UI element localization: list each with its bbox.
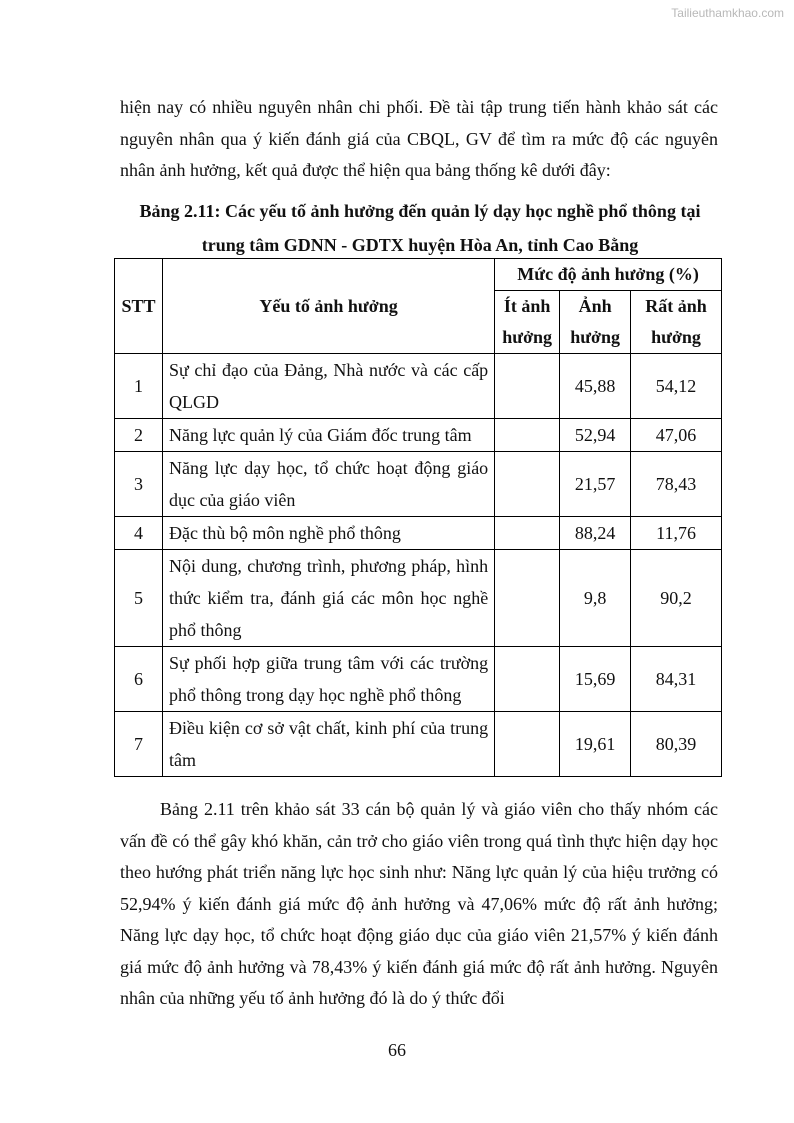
row-affect: 15,69 <box>560 647 631 712</box>
row-factor: Nội dung, chương trình, phương pháp, hình thức kiểm tra, đánh giá các môn học nghề phổ thông <box>162 550 494 647</box>
row-stt: 4 <box>115 517 163 550</box>
row-stt: 2 <box>115 419 163 452</box>
table-row <box>115 452 722 517</box>
row-factor: Điều kiện cơ sở vật chất, kinh phí của trung tâm <box>162 712 494 777</box>
row-affect: 88,24 <box>560 517 631 550</box>
row-stt: 3 <box>115 452 163 517</box>
row-factor: Đặc thù bộ môn nghề phổ thông <box>162 517 494 550</box>
row-very: 90,2 <box>631 550 722 647</box>
header-little: Ít ảnh hưởng <box>495 291 560 354</box>
header-very: Rất ảnh hưởng <box>631 291 722 354</box>
row-stt: 7 <box>115 712 163 777</box>
table-row <box>115 712 722 777</box>
analysis-paragraph: Bảng 2.11 trên khảo sát 33 cán bộ quản lý và giáo viên cho thấy nhóm các vấn đề có thể gây khó khăn, cản trở cho giáo viên trong quá tình thực hiện dạy học theo hướng phát triển năng lực học sinh như: Năng lực quản lý của hiệu trưởng có 52,94% ý kiến đánh giá mức độ ảnh hưởng và 47,06% mức độ rất ảnh hưởng; Năng lực dạy học, tổ chức hoạt động giáo dục của giáo viên 21,57% ý kiến đánh giá mức độ ảnh hưởng và 78,43% ý kiến đánh giá mức độ rất ảnh hưởng. Nguyên nhân của những yếu tố ảnh hưởng đó là do ý thức đổi <box>120 799 718 1008</box>
header-factor: Yếu tố ảnh hưởng <box>162 259 494 354</box>
row-very: 54,12 <box>631 354 722 419</box>
header-affect: Ảnh hưởng <box>560 291 631 354</box>
table-caption <box>100 194 740 262</box>
row-little <box>495 517 560 550</box>
table-row <box>115 647 722 712</box>
row-little <box>495 712 560 777</box>
row-stt: 1 <box>115 354 163 419</box>
row-little <box>495 419 560 452</box>
row-little <box>495 647 560 712</box>
row-very: 11,76 <box>631 517 722 550</box>
intro-paragraph: hiện nay có nhiều nguyên nhân chi phối. Đề tài tập trung tiến hành khảo sát các nguyên nhân qua ý kiến đánh giá của CBQL, GV để tìm ra mức độ các nguyên nhân ảnh hưởng, kết quả được thể hiện qua bảng thống kê dưới đây: <box>120 97 718 180</box>
row-stt: 5 <box>115 550 163 647</box>
header-level-group: Mức độ ảnh hưởng (%) <box>495 259 722 291</box>
row-affect: 9,8 <box>560 550 631 647</box>
row-very: 78,43 <box>631 452 722 517</box>
page-number: 66 <box>388 1040 406 1060</box>
row-stt: 6 <box>115 647 163 712</box>
table-row <box>115 517 722 550</box>
table-row <box>115 419 722 452</box>
row-very: 84,31 <box>631 647 722 712</box>
row-little <box>495 550 560 647</box>
row-factor: Năng lực quản lý của Giám đốc trung tâm <box>162 419 494 452</box>
row-affect: 45,88 <box>560 354 631 419</box>
factors-table <box>114 258 722 777</box>
table-row <box>115 354 722 419</box>
row-factor: Sự phối hợp giữa trung tâm với các trường phổ thông trong dạy học nghề phổ thông <box>162 647 494 712</box>
row-little <box>495 452 560 517</box>
row-very: 80,39 <box>631 712 722 777</box>
row-affect: 21,57 <box>560 452 631 517</box>
header-stt: STT <box>115 259 163 354</box>
table-caption-line-1: Bảng 2.11: Các yếu tố ảnh hưởng đến quản lý dạy học nghề phổ thông tại <box>139 201 701 221</box>
row-factor: Sự chỉ đạo của Đảng, Nhà nước và các cấp QLGD <box>162 354 494 419</box>
table-row <box>115 550 722 647</box>
row-affect: 52,94 <box>560 419 631 452</box>
row-factor: Năng lực dạy học, tổ chức hoạt động giáo dục của giáo viên <box>162 452 494 517</box>
row-very: 47,06 <box>631 419 722 452</box>
watermark: Tailieuthamkhao.com <box>671 6 784 20</box>
row-affect: 19,61 <box>560 712 631 777</box>
table-caption-line-2: trung tâm GDNN - GDTX huyện Hòa An, tỉnh Cao Bằng <box>201 235 639 255</box>
row-little <box>495 354 560 419</box>
